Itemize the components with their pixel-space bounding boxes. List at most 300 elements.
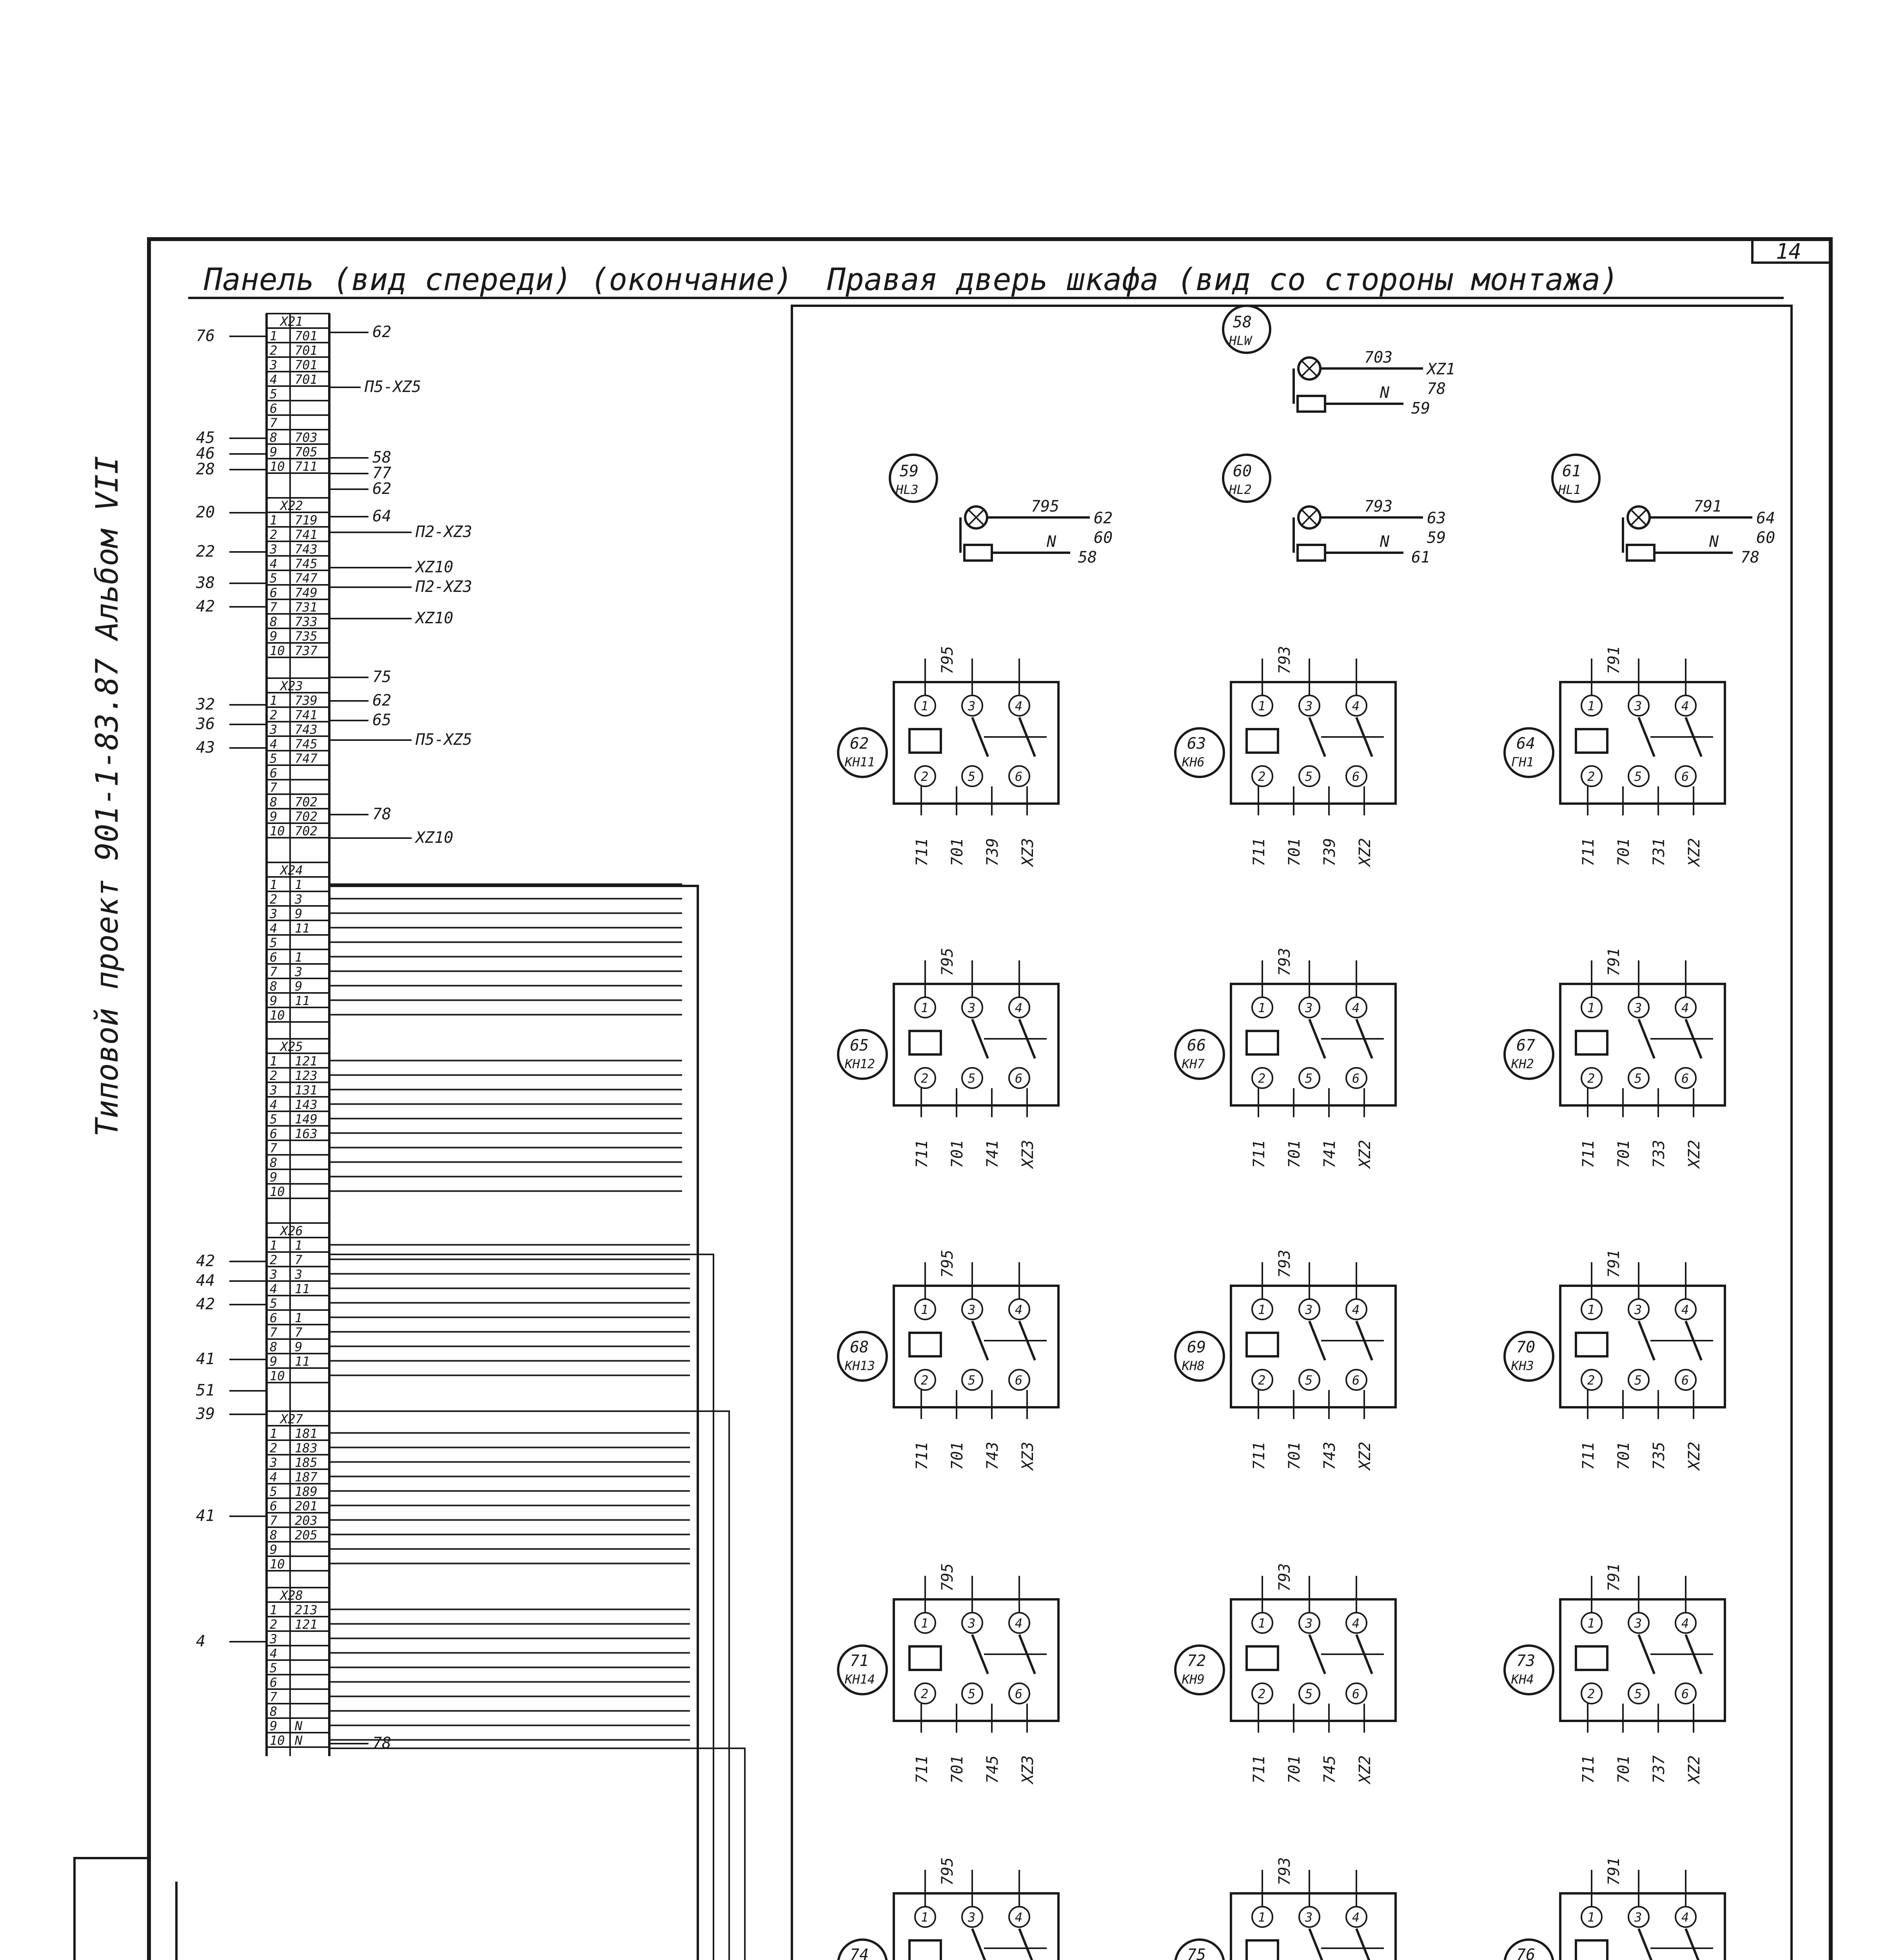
terminal-cell-label: 189	[295, 1484, 318, 1499]
relay-pin-number: 5	[968, 1686, 976, 1701]
relay-top-wire: 791	[1605, 1563, 1623, 1592]
jumper-label: П2-ХZ3	[416, 578, 472, 596]
relay-pin-number: 3	[968, 1910, 976, 1925]
jumper-label: 77	[372, 464, 392, 482]
lamp-wire-a: 795	[1031, 497, 1060, 515]
relay-pin-number: 1	[1258, 699, 1266, 713]
relay-ref: 76	[1516, 1946, 1536, 1960]
relay-bottom-wire: 735	[1650, 1441, 1668, 1470]
terminal-cell-number: 5	[270, 1484, 278, 1499]
terminal-cell-label: 183	[295, 1441, 318, 1455]
relays	[838, 646, 1725, 1960]
relay-bottom-wire: 701	[1285, 1441, 1303, 1470]
relay-pin-number: 5	[1634, 1686, 1642, 1701]
lamp-code: HL3	[896, 482, 919, 497]
lamp-wire-d: 60	[1094, 529, 1113, 547]
jumper-label: 62	[372, 480, 392, 498]
relay	[1175, 1250, 1396, 1471]
relay-ref: 66	[1187, 1036, 1206, 1054]
lamp-wire-d: 59	[1427, 529, 1446, 547]
terminal-cell-label: 3	[295, 964, 303, 979]
relay-coil	[1576, 1646, 1607, 1670]
panel-ref-label: 20	[196, 503, 215, 521]
terminal-cell-number: 5	[270, 571, 278, 586]
relay-bottom-wire: ХZ2	[1356, 1441, 1374, 1470]
relay-pin-number: 6	[1681, 1071, 1689, 1086]
panel-ref-label: 45	[196, 429, 215, 447]
relay-pin-number: 4	[1015, 1000, 1023, 1015]
terminal-cell-label: 3	[295, 892, 303, 907]
relay-bottom-wire: 701	[948, 1140, 966, 1168]
terminal-cell-number: 4	[270, 1097, 278, 1112]
terminal-cell-number: 10	[270, 1368, 285, 1383]
relay-pin-number: 3	[1305, 1616, 1313, 1631]
relay-bottom-wire: 701	[1285, 838, 1303, 866]
terminal-cell-number: 1	[270, 1426, 278, 1441]
relay-pin-number: 3	[968, 699, 976, 713]
relay-ref: 73	[1516, 1652, 1536, 1670]
terminal-cell-number: 1	[270, 513, 278, 528]
terminal-cell-number: 10	[270, 459, 285, 474]
panel-ref-label: 42	[196, 597, 215, 615]
relay-pin-number: 5	[968, 1071, 976, 1086]
relay-pin-number: 4	[1352, 1000, 1360, 1015]
side-label: Типовой проект 901-1-83.87 Альбом VII	[90, 456, 125, 1137]
relay-top-wire: 795	[938, 1563, 957, 1592]
terminal-cell-label: 705	[295, 445, 318, 459]
relay-code: КН12	[845, 1056, 875, 1071]
relay-pin-number: 1	[921, 1616, 929, 1631]
terminal-cell-label: 702	[295, 809, 318, 824]
terminal-cell-label: 9	[295, 906, 303, 921]
terminal-cell-number: 7	[270, 600, 278, 615]
resistor-icon	[1298, 396, 1325, 412]
jumper-label: 78	[372, 1734, 392, 1752]
lamp-wire-d: 78	[1427, 380, 1446, 398]
relay-ref: 68	[850, 1338, 869, 1356]
panel-ref-label: 44	[196, 1272, 215, 1290]
relay-pin-number: 6	[1015, 769, 1023, 784]
terminal-cell-label: 702	[295, 795, 318, 809]
relay-bottom-wire: 701	[1285, 1755, 1303, 1784]
terminal-cell-label: 747	[295, 751, 318, 766]
relay	[1175, 1563, 1396, 1785]
lamp-ref: 61	[1562, 462, 1581, 480]
relay-coil	[909, 729, 941, 753]
relay-bottom-wire: 711	[1250, 838, 1268, 866]
relay-bottom-wire: 737	[1650, 1755, 1668, 1784]
lamp-wire-e: 61	[1411, 548, 1430, 566]
panel-ref-label: 39	[196, 1405, 215, 1423]
panel-ref-label: 51	[196, 1381, 215, 1399]
terminal-cell-number: 6	[270, 1126, 278, 1141]
relay-bottom-wire: 741	[984, 1140, 1002, 1168]
relay-pin-number: 3	[968, 1000, 976, 1015]
terminal-cell-label: N	[295, 1733, 303, 1748]
lamp-wire-a: 703	[1364, 348, 1393, 367]
terminal-cell-label: 123	[295, 1068, 318, 1083]
terminal-cell-number: 3	[270, 722, 278, 737]
relay-coil	[909, 1940, 941, 1960]
terminal-cell-number: 3	[270, 1083, 278, 1098]
terminal-cell-number: 3	[270, 1267, 278, 1282]
terminal-cell-number: 6	[270, 1310, 278, 1325]
relay-bottom-wire: ХZ3	[1019, 1140, 1037, 1168]
relay-top-wire: 793	[1276, 947, 1294, 976]
relay-pin-number: 1	[1258, 1302, 1266, 1317]
relay-pin-number: 3	[968, 1616, 976, 1631]
terminal-cell-number: 5	[270, 1661, 278, 1675]
terminal-block-name: X21	[280, 314, 303, 329]
terminal-cell-number: 8	[270, 430, 278, 445]
terminal-cell-label: 741	[295, 708, 318, 722]
terminal-cell-label: 187	[295, 1470, 318, 1485]
lamp-wire-e: 58	[1078, 548, 1097, 566]
terminal-cell-label: 737	[295, 643, 318, 658]
terminal-cell-label: 1	[295, 1238, 303, 1253]
terminal-cell-number: 1	[270, 1054, 278, 1069]
lamp-wire-b: 62	[1094, 509, 1113, 527]
relay-top-wire: 791	[1605, 1249, 1623, 1278]
terminal-block-name: X26	[280, 1223, 303, 1238]
terminal-cell-label: 743	[295, 722, 318, 737]
jumper-label: ХZ10	[416, 829, 454, 847]
relay-pin-number: 3	[1634, 1616, 1642, 1631]
terminal-cell-label: 711	[295, 459, 318, 474]
relay-pin-number: 5	[1305, 1686, 1313, 1701]
panel-ref-label: 41	[196, 1350, 215, 1368]
relay-pin-number: 2	[1258, 1071, 1266, 1086]
terminal-cell-number: 8	[270, 1704, 278, 1719]
terminal-cell-number: 3	[270, 906, 278, 921]
terminal-cell-number: 3	[270, 1632, 278, 1646]
relay-bottom-wire: ХZ2	[1685, 1140, 1703, 1168]
signal-lamp	[1552, 455, 1775, 566]
terminal-block-name: X27	[280, 1412, 303, 1426]
relay-bottom-wire: 701	[948, 1755, 966, 1784]
jumper-label: 62	[372, 323, 392, 341]
terminal-cell-number: 7	[270, 1513, 278, 1528]
terminal-cell-label: 745	[295, 737, 318, 751]
relay-pin-number: 4	[1681, 1910, 1689, 1925]
terminal-cell-label: 743	[295, 542, 318, 557]
relay-pin-number: 2	[1587, 1373, 1595, 1388]
signal-lamp	[1223, 455, 1446, 566]
terminal-cell-number: 10	[270, 1557, 285, 1572]
relay-pin-number: 2	[921, 1071, 929, 1086]
relay-bottom-wire: 711	[913, 838, 931, 866]
relay-bottom-wire: 701	[1615, 838, 1633, 866]
relay-ref: 67	[1516, 1036, 1536, 1054]
terminal-cell-label: 701	[295, 328, 318, 343]
relay-pin-number: 4	[1352, 1910, 1360, 1925]
terminal-cell-label: 741	[295, 527, 318, 542]
terminal-cell-number: 6	[270, 1499, 278, 1514]
terminal-cell-number: 9	[270, 629, 278, 644]
terminal-cell-label: 9	[295, 1339, 303, 1354]
terminal-cell-number: 7	[270, 416, 278, 430]
relay-pin-number: 3	[1634, 699, 1642, 713]
relay	[1505, 1857, 1725, 1960]
relay-pin-number: 2	[1258, 769, 1266, 784]
terminal-cell-number: 6	[270, 1675, 278, 1690]
panel-ref-label: 41	[196, 1507, 215, 1525]
resistor-icon	[1298, 545, 1325, 561]
jumper-label: ХZ10	[416, 558, 454, 576]
terminal-cell-number: 10	[270, 824, 285, 838]
terminal-cell-number: 3	[270, 1455, 278, 1470]
terminal-cell-number: 10	[270, 1184, 285, 1199]
relay-code: КН8	[1182, 1358, 1205, 1373]
terminal-cell-number: 4	[270, 372, 278, 387]
relay-pin-number: 2	[1587, 1686, 1595, 1701]
relay	[838, 1563, 1058, 1785]
terminal-cell-number: 5	[270, 387, 278, 401]
terminal-cell-number: 9	[270, 445, 278, 459]
lamp-ref: 58	[1233, 313, 1252, 331]
terminal-cell-number: 9	[270, 1354, 278, 1369]
relay-pin-number: 6	[1352, 1071, 1360, 1086]
terminal-cell-number: 5	[270, 751, 278, 766]
lamp-wire-n: N	[1047, 533, 1056, 551]
panel-ref-label: 43	[196, 739, 215, 757]
terminal-cell-label: 701	[295, 358, 318, 372]
relay-pin-number: 6	[1352, 769, 1360, 784]
terminal-cell-number: 10	[270, 1733, 285, 1748]
panel-ref-label: 36	[196, 715, 215, 733]
lamp-wire-e: 59	[1411, 399, 1430, 417]
relay-pin-number: 1	[1587, 699, 1595, 713]
relay	[1505, 646, 1725, 867]
relay-coil	[909, 1646, 941, 1670]
relay-coil	[909, 1333, 941, 1356]
relay-pin-number: 2	[921, 1373, 929, 1388]
terminal-cell-label: 185	[295, 1455, 318, 1470]
terminal-cell-number: 5	[270, 1112, 278, 1127]
relay-code: КН3	[1511, 1358, 1534, 1373]
panel-ref-label: 22	[196, 543, 215, 561]
relay-pin-number: 5	[1305, 1373, 1313, 1388]
relay-pin-number: 4	[1681, 1302, 1689, 1317]
relay	[1505, 1563, 1725, 1785]
relay-pin-number: 1	[1587, 1616, 1595, 1631]
jumper-label: 64	[372, 507, 392, 525]
relay-bottom-wire: 711	[913, 1140, 931, 1168]
lamp-wire-n: N	[1380, 384, 1390, 402]
terminal-cell-label: 1	[295, 1310, 303, 1325]
relay-pin-number: 5	[1634, 1071, 1642, 1086]
relay-bottom-wire: ХZ3	[1019, 1755, 1037, 1784]
terminal-block-name: X22	[280, 498, 303, 513]
relay-ref: 64	[1516, 735, 1536, 753]
terminal-cell-number: 9	[270, 1719, 278, 1733]
panel-ref-label: 76	[196, 327, 215, 345]
relay-pin-number: 2	[1587, 1071, 1595, 1086]
jumper-label: П2-ХZ3	[416, 523, 472, 541]
terminal-cell-label: 1	[295, 950, 303, 965]
terminal-cell-number: 2	[270, 1441, 278, 1455]
relay-bottom-wire: 701	[1615, 1441, 1633, 1470]
terminal-cell-number: 5	[270, 1296, 278, 1311]
relay-pin-number: 5	[968, 1373, 976, 1388]
terminal-cell-number: 1	[270, 693, 278, 708]
lamp-wire-n: N	[1380, 533, 1390, 551]
relay	[838, 646, 1058, 867]
lamp-wire-b: 64	[1756, 509, 1775, 527]
terminal-cell-number: 2	[270, 708, 278, 722]
terminal-cell-number: 1	[270, 1602, 278, 1617]
relay-pin-number: 2	[921, 769, 929, 784]
relay-pin-number: 6	[1681, 769, 1689, 784]
jumper-label: П5-ХZ5	[365, 378, 421, 396]
terminal-cell-number: 4	[270, 556, 278, 571]
terminal-cell-label: 203	[295, 1513, 318, 1528]
terminal-cell-number: 2	[270, 892, 278, 907]
relay-pin-number: 2	[921, 1686, 929, 1701]
relay-code: КН7	[1182, 1056, 1205, 1071]
relay-pin-number: 3	[1305, 1000, 1313, 1015]
terminal-cell-number: 1	[270, 1238, 278, 1253]
terminal-cell-label: 121	[295, 1617, 318, 1632]
relay-top-wire: 793	[1276, 1857, 1294, 1886]
terminal-cell-number: 7	[270, 780, 278, 795]
relay-ref: 69	[1187, 1338, 1206, 1356]
lamp-code: HLW	[1229, 333, 1252, 348]
lamp-wire-a: 791	[1694, 497, 1722, 515]
relay-bottom-wire: 711	[913, 1441, 931, 1470]
relay-pin-number: 4	[1015, 1302, 1023, 1317]
relay-bottom-wire: 745	[984, 1755, 1002, 1784]
terminal-cell-label: 703	[295, 430, 318, 445]
relay-bottom-wire: 711	[1250, 1441, 1268, 1470]
relay-bottom-wire: ХZ2	[1685, 838, 1703, 866]
terminal-cell-label: 213	[295, 1602, 318, 1617]
relay	[1505, 948, 1725, 1169]
terminal-cell-label: 702	[295, 824, 318, 838]
lamp-code: HL2	[1229, 482, 1252, 497]
terminal-cell-number: 9	[270, 1542, 278, 1557]
bus-wiring	[176, 886, 1090, 1960]
relay-pin-number: 3	[1305, 1302, 1313, 1317]
relay-pin-number: 2	[1587, 769, 1595, 784]
terminal-cell-label: 7	[295, 1325, 303, 1340]
relay-pin-number: 1	[921, 699, 929, 713]
lamp-wire-b: ХZ1	[1427, 360, 1456, 378]
terminal-cell-number: 2	[270, 1252, 278, 1267]
jumper-labels	[329, 323, 472, 1752]
terminal-cell-label: 11	[295, 993, 310, 1008]
relay-ref: 75	[1187, 1946, 1206, 1960]
relay-coil	[1576, 1031, 1607, 1054]
terminal-cell-number: 7	[270, 1325, 278, 1340]
relay-coil	[1247, 1333, 1278, 1356]
terminal-cell-number: 10	[270, 1008, 285, 1023]
terminal-cell-label: 121	[295, 1054, 318, 1069]
relay-pin-number: 3	[1305, 699, 1313, 713]
relay-top-wire: 795	[938, 646, 957, 674]
relay-pin-number: 4	[1681, 1616, 1689, 1631]
relay-coil	[1247, 1031, 1278, 1054]
terminal-cell-number: 4	[270, 1646, 278, 1661]
relay-pin-number: 1	[1258, 1910, 1266, 1925]
relay-pin-number: 5	[1634, 1373, 1642, 1388]
terminal-block-name: X28	[280, 1588, 303, 1603]
terminal-cell-number: 7	[270, 964, 278, 979]
terminal-cell-number: 8	[270, 979, 278, 994]
relay-pin-number: 1	[1587, 1000, 1595, 1015]
lamp-wire-d: 60	[1756, 529, 1775, 547]
door-frame	[792, 306, 1792, 1960]
relay-coil	[909, 1031, 941, 1054]
relay-bottom-wire: ХZ3	[1019, 838, 1037, 866]
terminal-cell-number: 8	[270, 1155, 278, 1170]
relay	[838, 1857, 1058, 1960]
jumper-label: П5-ХZ5	[416, 731, 472, 749]
relay-pin-number: 4	[1015, 1616, 1023, 1631]
terminal-cell-number: 6	[270, 585, 278, 600]
relay-pin-number: 5	[1634, 769, 1642, 784]
terminal-cell-number: 7	[270, 1690, 278, 1704]
relay-pin-number: 1	[1587, 1910, 1595, 1925]
relay-ref: 71	[850, 1652, 869, 1670]
lamp-wire-a: 793	[1364, 497, 1393, 515]
relay-bottom-wire: 739	[1321, 838, 1339, 866]
relay-top-wire: 795	[938, 1857, 957, 1886]
relay-bottom-wire: 731	[1650, 838, 1668, 866]
relay-ref: 74	[850, 1946, 869, 1960]
relay-coil	[1247, 729, 1278, 753]
terminal-cell-number: 6	[270, 401, 278, 416]
relay-pin-number: 3	[968, 1302, 976, 1317]
signal-lamp	[1223, 306, 1455, 417]
terminal-cell-number: 3	[270, 542, 278, 557]
relay-bottom-wire: ХZ2	[1356, 1140, 1374, 1168]
relay-pin-number: 1	[1258, 1616, 1266, 1631]
relay-bottom-wire: 711	[1579, 1140, 1597, 1168]
relay-bottom-wire: 743	[984, 1441, 1002, 1470]
relay-pin-number: 4	[1352, 699, 1360, 713]
relay-pin-number: 4	[1681, 699, 1689, 713]
relay-bottom-wire: 745	[1321, 1755, 1339, 1784]
terminal-cell-label: 205	[295, 1528, 318, 1543]
relay-pin-number: 6	[1015, 1686, 1023, 1701]
sheet-frame	[149, 239, 1831, 1960]
relay-top-wire: 795	[938, 1249, 957, 1278]
relay-pin-number: 3	[1634, 1910, 1642, 1925]
relay-pin-number: 6	[1681, 1373, 1689, 1388]
panel-ref-label: 32	[196, 695, 215, 713]
relay-bottom-wire: ХZ2	[1356, 1755, 1374, 1784]
relay-bottom-wire: 701	[948, 838, 966, 866]
lamp-ref: 60	[1233, 462, 1252, 480]
relay-ref: 65	[850, 1036, 869, 1054]
relay-bottom-wire: 701	[1615, 1140, 1633, 1168]
jumper-label: 78	[372, 805, 392, 823]
terminal-cell-number: 4	[270, 1470, 278, 1485]
relay-top-wire: 791	[1605, 947, 1623, 976]
terminal-cell-number: 9	[270, 993, 278, 1008]
relay	[838, 1250, 1058, 1471]
resistor-icon	[1627, 545, 1654, 561]
relay-coil	[1247, 1646, 1278, 1670]
relay-code: КН11	[845, 755, 875, 769]
terminal-cell-number: 4	[270, 921, 278, 936]
relay	[1505, 1250, 1725, 1471]
terminal-cell-label: 701	[295, 372, 318, 387]
relay-bottom-wire: 701	[1285, 1140, 1303, 1168]
terminal-cell-label: 747	[295, 571, 318, 586]
relay-bottom-wire: ХZ2	[1685, 1755, 1703, 1784]
